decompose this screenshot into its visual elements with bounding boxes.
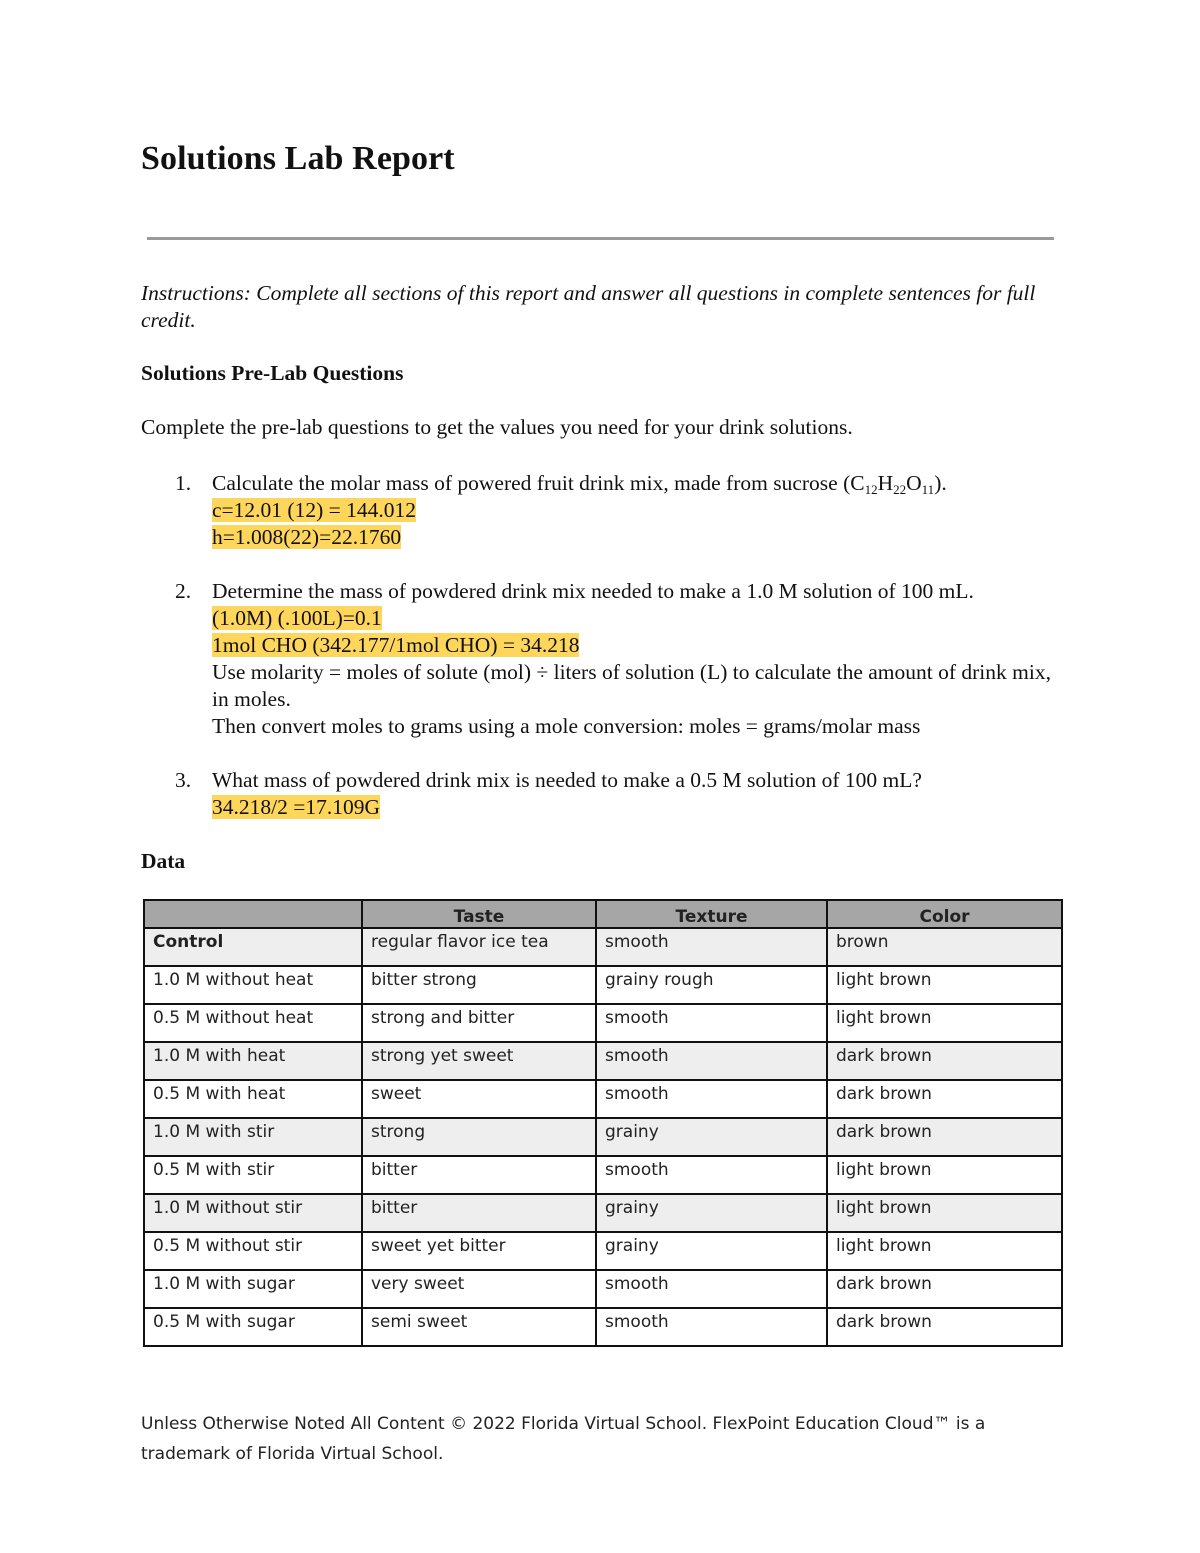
question-text: Calculate the molar mass of powered fruit drink mix, made from sucrose $(C_{12}H_{22}O_{11})$. bbox=[212, 471, 947, 497]
texture-cell: smooth bbox=[596, 928, 827, 966]
question-2 bbox=[141, 578, 1071, 740]
texture-cell: smooth bbox=[596, 1042, 827, 1080]
color-cell: light brown bbox=[827, 1232, 1062, 1270]
color-cell: light brown bbox=[827, 1156, 1062, 1194]
taste-cell: very sweet bbox=[362, 1270, 596, 1308]
color-cell: light brown bbox=[827, 1004, 1062, 1042]
data-table bbox=[143, 899, 1063, 1347]
table-row bbox=[144, 1156, 1062, 1194]
color-cell: dark brown bbox=[827, 1118, 1062, 1156]
answer-line: c=12.01 (12) = 144.012 bbox=[212, 498, 416, 522]
texture-cell: grainy bbox=[596, 1194, 827, 1232]
row-label: 1.0 M with heat bbox=[144, 1042, 362, 1080]
color-cell: light brown bbox=[827, 1194, 1062, 1232]
answer-line: (1.0M) (.100L)=0.1 bbox=[212, 606, 382, 630]
table-row bbox=[144, 1004, 1062, 1042]
table-row bbox=[144, 1194, 1062, 1232]
hint-text: Then convert moles to grams using a mole conversion: moles = grams/molar mass bbox=[212, 714, 921, 738]
taste-cell: bitter bbox=[362, 1156, 596, 1194]
prelab-question-list bbox=[141, 470, 1071, 848]
texture-cell: smooth bbox=[596, 1308, 827, 1346]
answer-line: 34.218/2 =17.109G bbox=[212, 795, 381, 819]
color-cell: light brown bbox=[827, 966, 1062, 1004]
page-title: Solutions Lab Report bbox=[141, 140, 455, 177]
table-header-row bbox=[144, 900, 1062, 928]
taste-cell: semi sweet bbox=[362, 1308, 596, 1346]
color-cell: brown bbox=[827, 928, 1062, 966]
taste-cell: bitter bbox=[362, 1194, 596, 1232]
instructions-text: Instructions: Complete all sections of this report and answer all questions in complete sentences for full credit. bbox=[141, 281, 1036, 332]
color-cell: dark brown bbox=[827, 1308, 1062, 1346]
color-cell: dark brown bbox=[827, 1042, 1062, 1080]
taste-cell: bitter strong bbox=[362, 966, 596, 1004]
question-number: 2. bbox=[175, 579, 192, 603]
row-label: 0.5 M with heat bbox=[144, 1080, 362, 1118]
table-row bbox=[144, 1080, 1062, 1118]
taste-cell: regular flavor ice tea bbox=[362, 928, 596, 966]
taste-cell: sweet yet bitter bbox=[362, 1232, 596, 1270]
column-header: Color bbox=[827, 900, 1062, 928]
title-divider bbox=[147, 237, 1054, 240]
table-row bbox=[144, 1118, 1062, 1156]
taste-cell: strong yet sweet bbox=[362, 1042, 596, 1080]
color-cell: dark brown bbox=[827, 1080, 1062, 1118]
prelab-intro: Complete the pre-lab questions to get the values you need for your drink solutions. bbox=[141, 415, 853, 439]
row-label: 0.5 M without heat bbox=[144, 1004, 362, 1042]
row-label: 1.0 M without stir bbox=[144, 1194, 362, 1232]
table-row bbox=[144, 1042, 1062, 1080]
texture-cell: smooth bbox=[596, 1270, 827, 1308]
taste-cell: sweet bbox=[362, 1080, 596, 1118]
question-number: 3. bbox=[175, 768, 192, 792]
question-1 bbox=[141, 470, 1071, 551]
prelab-heading: Solutions Pre-Lab Questions bbox=[141, 361, 404, 385]
question-text: Determine the mass of powdered drink mix needed to make a 1.0 M solution of 100 mL. bbox=[212, 579, 974, 603]
question-text: What mass of powdered drink mix is needed to make a 0.5 M solution of 100 mL? bbox=[212, 768, 922, 792]
row-label: 0.5 M with sugar bbox=[144, 1308, 362, 1346]
texture-cell: grainy bbox=[596, 1118, 827, 1156]
taste-cell: strong bbox=[362, 1118, 596, 1156]
table-row bbox=[144, 966, 1062, 1004]
color-cell: dark brown bbox=[827, 1270, 1062, 1308]
table-row bbox=[144, 1308, 1062, 1346]
texture-cell: smooth bbox=[596, 1004, 827, 1042]
texture-cell: smooth bbox=[596, 1156, 827, 1194]
question-3 bbox=[141, 767, 1071, 821]
hint-text: Use molarity = moles of solute (mol) ÷ liters of solution (L) to calculate the amount of drink mix, in moles. bbox=[212, 660, 1051, 711]
table-row bbox=[144, 1270, 1062, 1308]
texture-cell: smooth bbox=[596, 1080, 827, 1118]
column-header: Taste bbox=[362, 900, 596, 928]
answer-line: 1mol CHO (342.177/1mol CHO) = 34.218 bbox=[212, 633, 580, 657]
row-label: Control bbox=[144, 928, 362, 966]
data-heading: Data bbox=[141, 849, 186, 873]
table-row bbox=[144, 928, 1062, 966]
copyright-footer: Unless Otherwise Noted All Content © 2022 Florida Virtual School. FlexPoint Education Cloud™ is a trademark of Florida Virtual School. bbox=[141, 1414, 986, 1464]
texture-cell: grainy rough bbox=[596, 966, 827, 1004]
column-header bbox=[144, 900, 362, 928]
row-label: 1.0 M with sugar bbox=[144, 1270, 362, 1308]
texture-cell: grainy bbox=[596, 1232, 827, 1270]
row-label: 1.0 M with stir bbox=[144, 1118, 362, 1156]
row-label: 1.0 M without heat bbox=[144, 966, 362, 1004]
column-header: Texture bbox=[596, 900, 827, 928]
row-label: 0.5 M without stir bbox=[144, 1232, 362, 1270]
row-label: 0.5 M with stir bbox=[144, 1156, 362, 1194]
table-row bbox=[144, 1232, 1062, 1270]
answer-line: h=1.008(22)=22.1760 bbox=[212, 525, 402, 549]
question-number: 1. bbox=[175, 471, 192, 495]
taste-cell: strong and bitter bbox=[362, 1004, 596, 1042]
